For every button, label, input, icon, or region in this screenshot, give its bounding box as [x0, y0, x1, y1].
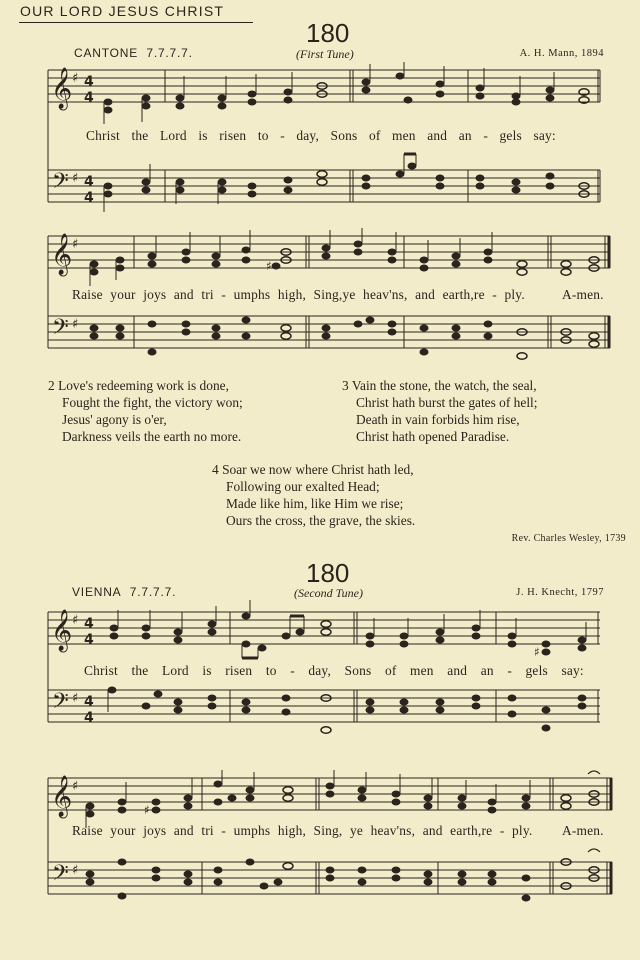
- verse-line: Vain the stone, the watch, the seal,: [351, 378, 537, 393]
- tune-note: (Second Tune): [294, 586, 363, 600]
- verse-number: 4: [212, 462, 219, 477]
- key-sharp-icon: ♯: [72, 171, 79, 186]
- tune-note: (First Tune): [296, 47, 354, 61]
- author-credit: Rev. Charles Wesley, 1739: [511, 533, 626, 544]
- svg-text:♯: ♯: [534, 645, 540, 659]
- tune-note-text: Second Tune: [298, 586, 359, 600]
- time-signature: 4: [84, 632, 94, 648]
- verse-3: [342, 377, 538, 445]
- bass-clef-icon: 𝄢: [52, 861, 69, 891]
- lyrics-line-1: Christ the Lord is risen to - day, Sons of men and an - gels say:: [86, 128, 556, 143]
- key-sharp-icon: ♯: [72, 613, 79, 628]
- verse-line: Death in vain forbids him rise,: [356, 412, 520, 427]
- verse-number: 3: [342, 378, 349, 393]
- tune-name-label: VIENNA: [72, 585, 122, 599]
- verse-line: Made like him, like Him we rise;: [226, 496, 404, 511]
- music-system-2: [0, 228, 640, 388]
- treble-clef-icon: 𝄞: [51, 610, 73, 651]
- lyrics-line-3: Christ the Lord is risen to - day, Sons of men and an - gels say:: [84, 663, 584, 678]
- amen-text: A-men.: [562, 823, 604, 838]
- svg-text:♯: ♯: [266, 259, 272, 273]
- verse-number: 2: [48, 378, 55, 393]
- time-signature: 4: [84, 616, 94, 632]
- header-rule: [19, 22, 253, 23]
- svg-text:♯: ♯: [144, 803, 150, 817]
- key-sharp-icon: ♯: [72, 237, 79, 252]
- time-signature: 4: [84, 90, 94, 106]
- verse-line: Fought the fight, the victory won;: [62, 395, 243, 410]
- bass-clef-icon: 𝄢: [52, 169, 69, 199]
- tune-name: [74, 46, 193, 60]
- verse-line: Ours the cross, the grave, the skies.: [226, 513, 416, 528]
- amen-text: A-men.: [562, 287, 604, 302]
- hymn-number: 180: [306, 18, 350, 48]
- time-signature: 4: [84, 74, 94, 90]
- running-header: OUR LORD JESUS CHRIST: [20, 3, 225, 19]
- lyrics-line-2: Raise your joys and tri - umphs high, Sing,ye heav'ns, and earth,re - ply.: [72, 287, 525, 302]
- verse-line: Jesus' agony is o'er,: [62, 412, 167, 427]
- verse-line: Soar we now where Christ hath led,: [222, 462, 414, 477]
- key-sharp-icon: ♯: [72, 71, 79, 86]
- lyrics-line-4: Raise your joys and tri - umphs high, Sing, ye heav'ns, and earth,re - ply.: [72, 823, 533, 838]
- verse-line: Following our exalted Head;: [226, 479, 380, 494]
- tune-note-text: First Tune: [300, 47, 350, 61]
- key-sharp-icon: ♯: [72, 317, 79, 332]
- treble-clef-icon: 𝄞: [51, 776, 73, 817]
- tune-meter: 7.7.7.7.: [129, 585, 177, 599]
- composer-credit: J. H. Knecht, 1797: [516, 587, 604, 598]
- time-signature: 4: [84, 694, 94, 710]
- time-signature: 4: [84, 710, 94, 726]
- treble-clef-icon: 𝄞: [51, 234, 73, 275]
- fermata-icon: [588, 849, 600, 852]
- verse-line: Christ hath burst the gates of hell;: [356, 395, 538, 410]
- verse-4: [212, 461, 415, 529]
- tune-meter: 7.7.7.7.: [146, 46, 193, 60]
- bass-clef-icon: 𝄢: [52, 315, 69, 345]
- treble-clef-icon: 𝄞: [51, 68, 73, 109]
- key-sharp-icon: ♯: [72, 691, 79, 706]
- music-system-4: [0, 770, 640, 920]
- tune-name: [72, 585, 176, 599]
- bass-clef-icon: 𝄢: [52, 689, 69, 719]
- time-signature: 4: [84, 174, 94, 190]
- verse-line: Darkness veils the earth no more.: [62, 429, 242, 444]
- key-sharp-icon: ♯: [72, 863, 79, 878]
- tune-name-label: CANTONE: [74, 46, 139, 60]
- key-sharp-icon: ♯: [72, 779, 79, 794]
- hymn-number: 180: [306, 558, 350, 588]
- fermata-icon: [588, 771, 600, 774]
- composer-credit: A. H. Mann, 1894: [519, 48, 604, 59]
- verse-line: Christ hath opened Paradise.: [356, 429, 510, 444]
- time-signature: 4: [84, 190, 94, 206]
- verse-2: [48, 377, 243, 445]
- verse-line: Love's redeeming work is done,: [58, 378, 229, 393]
